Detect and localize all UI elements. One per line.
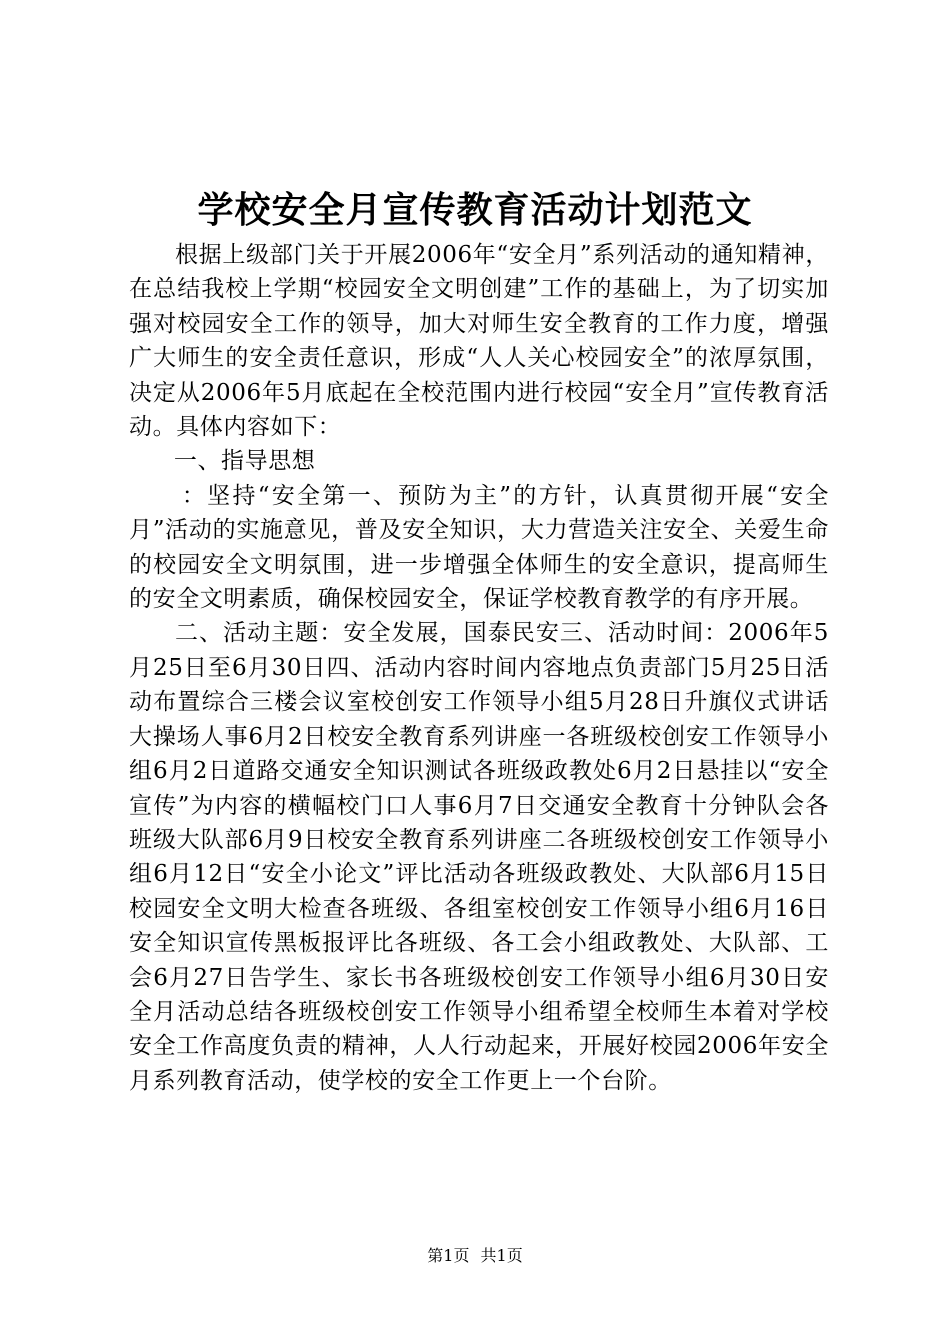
activity-details-paragraph: 二、活动主题：安全发展，国泰民安三、活动时间：2006年5月25日至6月30日四、活动内容时间内容地点负责部门5月25日活动布置综合三楼会议室校创安工作领导小组5月28日升旗仪式讲话大操场人事6月2日校安全教育系列讲座一各班级校创安工作领导小组6月2日道路交通安全知识测试各班级政教处6月2日悬挂以“安全宣传”为内容的横幅校门口人事6月7日交通安全教育十分钟队会各班级大队部6月9日校安全教育系列讲座二各班级校创安工作领导小组6月12日“安全小论文”评比活动各班级政教处、大队部6月15日校园安全文明大检查各班级、各组室校创安工作领导小组6月16日安全知识宣传黑板报评比各班级、各工会小组政教处、大队部、工会6月27日告学生、家长书各班级校创安工作领导小组6月30日安全月活动总结各班级校创安工作领导小组希望全校师生本着对学校安全工作高度负责的精神，人人行动起来，开展好校园2006年安全月系列教育活动，使学校的安全工作更上一个台阶。 bbox=[129, 620, 829, 1094]
page-footer: 第1页 共1页 bbox=[427, 1246, 523, 1265]
section-heading-guiding-principle: 一、指导思想 bbox=[173, 448, 316, 475]
guiding-principle-paragraph: ：坚持“安全第一、预防为主”的方针，认真贯彻开展“安全月”活动的实施意见，普及安全知识，大力营造关注安全、关爱生命的校园安全文明氛围，进一步增强全体师生的安全意识，提高师生的安全文明素质，确保校园安全，保证学校教育教学的有序开展。 bbox=[129, 482, 829, 613]
document-body bbox=[129, 238, 829, 1098]
document-title: 学校安全月宣传教育活动计划范文 bbox=[197, 189, 753, 231]
intro-paragraph: 根据上级部门关于开展2006年“安全月”系列活动的通知精神，在总结我校上学期“校园安全文明创建”工作的基础上，为了切实加强对校园安全工作的领导，加大对师生安全教育的工作力度，增强广大师生的安全责任意识，形成“人人关心校园安全”的浓厚氛围，决定从2006年5月底起在全校范围内进行校园“安全月”宣传教育活动。具体内容如下： bbox=[129, 242, 829, 441]
